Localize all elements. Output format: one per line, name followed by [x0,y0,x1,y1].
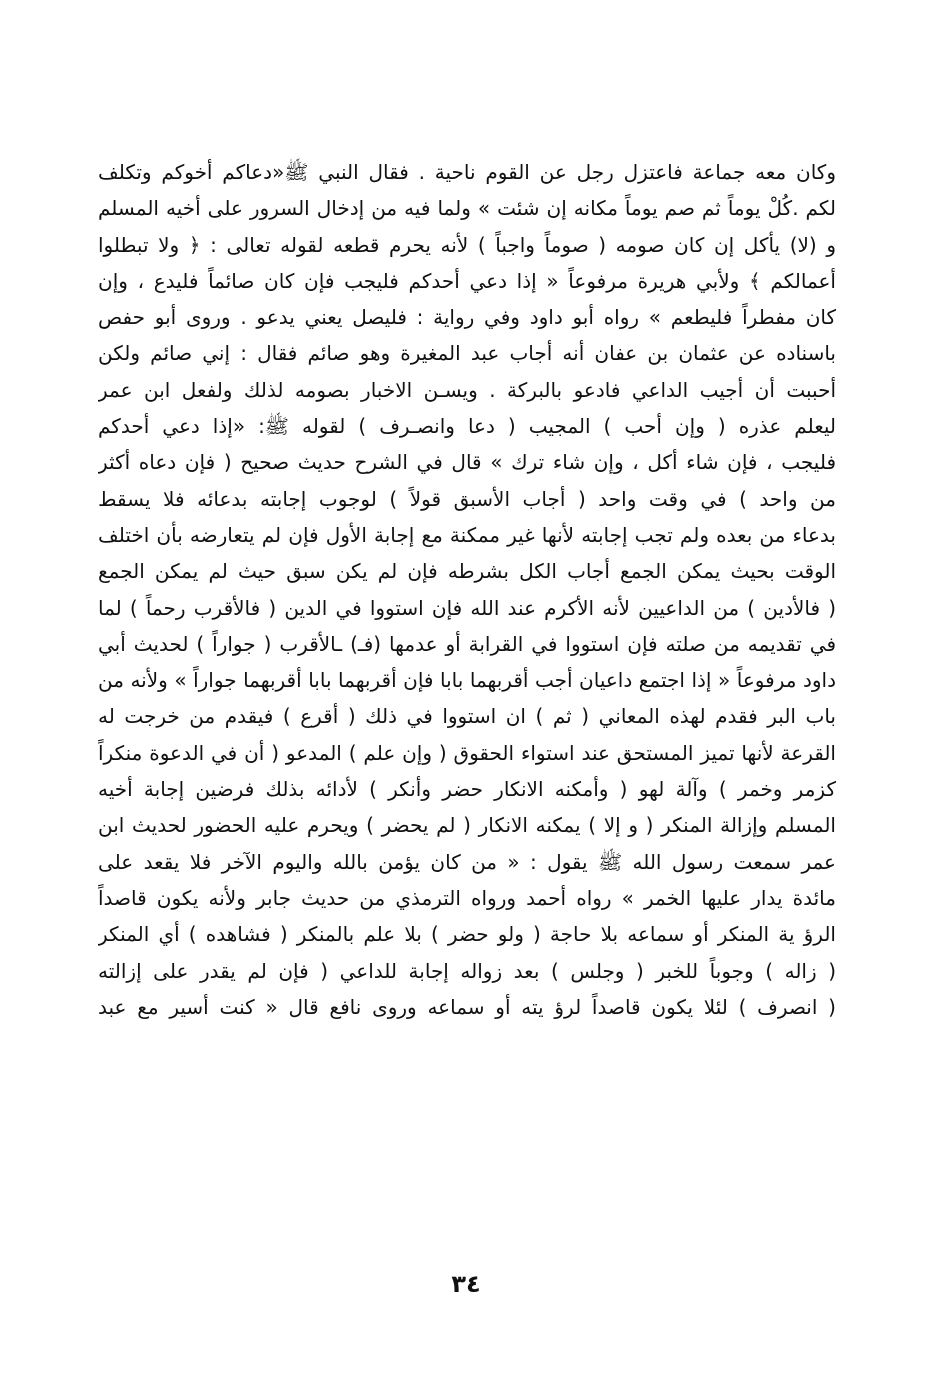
text-line: الوقت بحيث يمكن الجمع أجاب الكل بشرطه فإن لم يكن سبق حيث لم يمكن الجمع [98,559,836,584]
text-line: من واحد ) في وقت واحد ( أجاب الأسبق قولاً ) لوجوب إجابته بدعائه فلا يسقط [98,486,836,511]
text-line: ( انصرف ) لئلا يكون قاصداً لرؤ يته أو سماعه وروى نافع قال « كنت أسير مع عبد [98,994,836,1019]
text-line: أعمالكم ﴾ ولأبي هريرة مرفوعاً « إذا دعي أحدكم فليجب فإن كان صائماً فليدع ، وإن [98,268,836,293]
text-line: أحببت أن أجيب الداعي فادعو بالبركة . ويسـن الاخبار بصومه لذلك ولفعل ابن عمر [98,377,836,402]
text-line: الرؤ ية المنكر أو سماعه بلا حاجة ( ولو حضر ) بلا علم بالمنكر ( فشاهده ) أي المنكر [98,922,836,947]
text-line: باسناده عن عثمان بن عفان أنه أجاب عبد المغيرة وهو صائم فقال : إني صائم ولكن [98,341,836,366]
main-text-block [98,154,836,1025]
text-line: باب البر فقدم لهذه المعاني ( ثم ) ان استووا في ذلك ( أقرع ) فيقدم من خرجت له [98,704,836,729]
text-line: عمر سمعت رسول الله ﷺ يقول : « من كان يؤمن بالله واليوم الآخر فلا يقعد على [98,849,836,874]
text-line: كزمر وخمر ) وآلة لهو ( وأمكنه الانكار حضر وأنكر ) لأدائه بذلك فرضين إجابة أخيه [98,777,836,802]
text-line: داود مرفوعاً « إذا اجتمع داعيان أجب أقربهما بابا فإن أقربهما بابا أقربهما جواراً » ولأنه من [98,668,836,693]
text-line: ليعلم عذره ( وإن أحب ) المجيب ( دعا وانصـرف ) لقوله ﷺ: «إذا دعي أحدكم [98,414,836,439]
text-line: ( فالأدين ) من الداعيين لأنه الأكرم عند الله فإن استووا في الدين ( فالأقرب رحماً ) لما [98,595,836,620]
text-line: لكم .كُلْ يوماً ثم صم يوماً مكانه إن شئت » ولما فيه من إدخال السرور على أخيه المسلم [98,196,836,221]
text-line: فليجب ، فإن شاء أكل ، وإن شاء ترك » قال في الشرح حديث صحيح ( فإن دعاه أكثر [98,450,836,475]
text-line: في تقديمه من صلته فإن استووا في القرابة أو عدمها (فـ) ـالأقرب ( جواراً ) لحديث أبي [98,631,836,656]
text-line: مائدة يدار عليها الخمر » رواه أحمد ورواه الترمذي من حديث جابر ولأنه يكون قاصداً [98,885,836,910]
text-line: ( زاله ) وجوباً للخبر ( وجلس ) بعد زواله إجابة للداعي ( فإن لم يقدر على إزالته [98,958,836,983]
text-line: كان مفطراً فليطعم » رواه أبو داود وفي رواية : فليصل يعني يدعو . وروى أبو حفص [98,305,836,330]
text-line: وكان معه جماعة فاعتزل رجل عن القوم ناحية . فقال النبي ﷺ«دعاكم أخوكم وتكلف [98,160,836,184]
text-line: و (لا) يأكل إن كان صومه ( صوماً واجباً ) لأنه يحرم قطعه لقوله تعالى : ﴿ ولا تبطلوا [98,232,836,257]
page-number: ٣٤ [451,1270,481,1298]
text-line: بدعاء من بعده ولم تجب إجابته لأنها غير ممكنة مع إجابة الأول فإن لم يتعارضه بأن اختلف [98,522,836,547]
text-line: القرعة لأنها تميز المستحق عند استواء الحقوق ( وإن علم ) المدعو ( أن في الدعوة منكراً [98,740,836,765]
text-line: المسلم وإزالة المنكر ( و إلا ) يمكنه الانكار ( لم يحضر ) ويحرم عليه الحضور لحديث ابن [98,813,836,838]
